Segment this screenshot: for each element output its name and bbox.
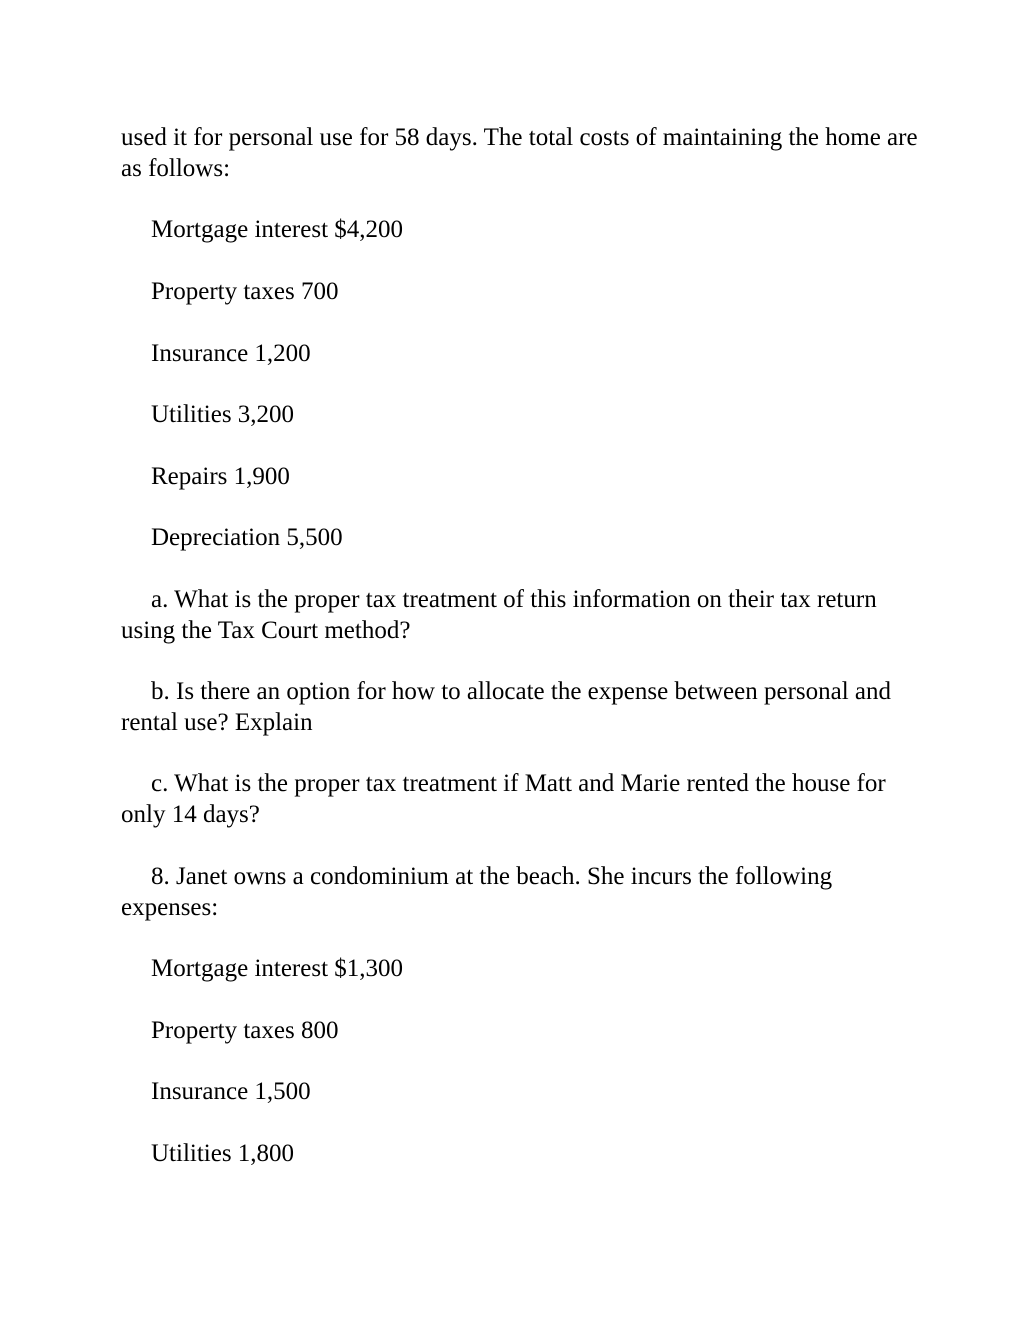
expense-repairs: Repairs 1,900	[151, 463, 290, 490]
expense-utilities-2: Utilities 1,800	[151, 1140, 295, 1167]
expense-property-taxes-2: Property taxes 800	[151, 1017, 339, 1044]
question-a: a. What is the proper tax treatment of this information on their tax return using the Tax Court method?	[121, 586, 877, 644]
intro-paragraph: used it for personal use for 58 days. The total costs of maintaining the home are as follows:	[121, 124, 918, 182]
expense-mortgage-interest: Mortgage interest $4,200	[151, 216, 404, 243]
expense-insurance: Insurance 1,200	[151, 340, 311, 367]
expense-depreciation: Depreciation 5,500	[151, 524, 343, 551]
problem-8: 8. Janet owns a condominium at the beach. She incurs the following expenses:	[121, 863, 833, 921]
expense-utilities: Utilities 3,200	[151, 401, 295, 428]
expense-insurance-2: Insurance 1,500	[151, 1078, 311, 1105]
expense-property-taxes: Property taxes 700	[151, 278, 339, 305]
question-b: b. Is there an option for how to allocate the expense between personal and rental use? Explain	[121, 678, 892, 736]
question-c: c. What is the proper tax treatment if Matt and Marie rented the house for only 14 days?	[121, 770, 886, 828]
expense-mortgage-interest-2: Mortgage interest $1,300	[151, 955, 404, 982]
